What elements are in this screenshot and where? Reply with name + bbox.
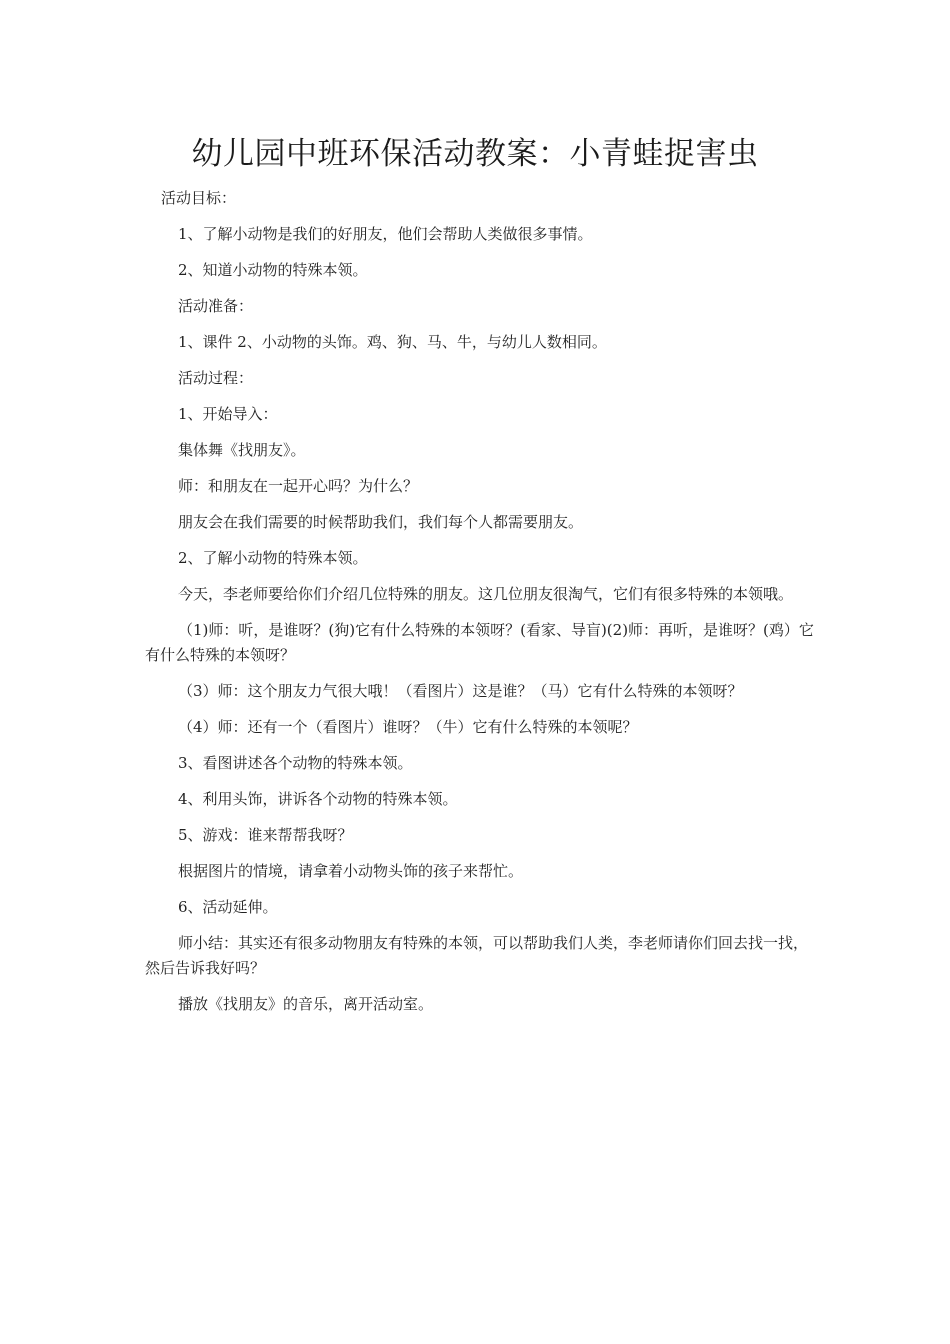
paragraph: 2、了解小动物的特殊本领。	[178, 549, 368, 567]
paragraph: （3）师：这个朋友力气很大哦！（看图片）这是谁？（马）它有什么特殊的本领呀？	[178, 682, 743, 700]
paragraph: 5、游戏：谁来帮帮我呀？	[178, 826, 353, 844]
paragraph: 2、知道小动物的特殊本领。	[178, 261, 368, 279]
document-title: 幼儿园中班环保活动教案：小青蛙捉害虫	[191, 136, 759, 172]
paragraph: 6、活动延伸。	[178, 898, 278, 916]
paragraph: 活动目标：	[161, 189, 237, 207]
paragraph: 1、课件 2、小动物的头饰。鸡、狗、马、牛，与幼儿人数相同。	[178, 333, 607, 351]
paragraph: 朋友会在我们需要的时候帮助我们，我们每个人都需要朋友。	[178, 513, 584, 531]
paragraph: 师：和朋友在一起开心吗？为什么？	[178, 477, 419, 495]
paragraph: 师小结：其实还有很多动物朋友有特殊的本领，可以帮助我们人类，李老师请你们回去找一找，然后告诉我好吗？	[145, 934, 809, 977]
paragraph: 活动过程：	[178, 369, 254, 387]
paragraph: 1、开始导入：	[178, 405, 278, 423]
document-body	[145, 186, 815, 1028]
paragraph: 播放《找朋友》的音乐，离开活动室。	[178, 995, 434, 1013]
paragraph: 1、了解小动物是我们的好朋友，他们会帮助人类做很多事情。	[178, 225, 593, 243]
paragraph: 3、看图讲述各个动物的特殊本领。	[178, 754, 413, 772]
paragraph: 4、利用头饰，讲诉各个动物的特殊本领。	[178, 790, 458, 808]
paragraph: 集体舞《找朋友》。	[178, 441, 306, 459]
paragraph: （1)师：听，是谁呀？(狗)它有什么特殊的本领呀？(看家、导盲)(2)师：再听，是谁呀？(鸡）它有什么特殊的本领呀？	[145, 621, 814, 664]
paragraph: 根据图片的情境，请拿着小动物头饰的孩子来帮忙。	[178, 862, 524, 880]
paragraph: 今天，李老师要给你们介绍几位特殊的朋友。这几位朋友很淘气，它们有很多特殊的本领哦。	[178, 585, 794, 603]
paragraph: 活动准备：	[178, 297, 254, 315]
paragraph: （4）师：还有一个（看图片）谁呀？（牛）它有什么特殊的本领呢？	[178, 718, 638, 736]
